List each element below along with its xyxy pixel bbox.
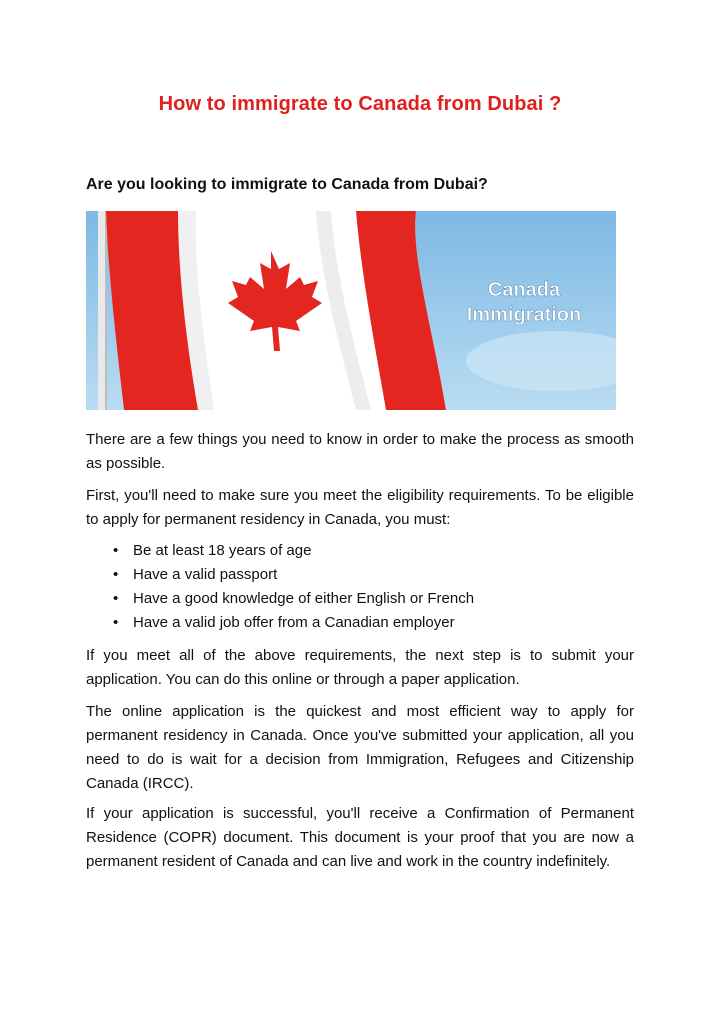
section-heading: Are you looking to immigrate to Canada from Dubai? — [86, 176, 488, 193]
list-item-text: Have a good knowledge of either English or French — [133, 590, 475, 607]
list-item-text: Be at least 18 years of age — [133, 542, 312, 559]
image-overlay-immigration: Immigration — [466, 304, 582, 326]
page-title: How to immigrate to Canada from Dubai ? — [158, 93, 562, 115]
paragraph-copr: If your application is successful, you'll receive a Confirmation of Permanent Residence (COPR) document. This document is your proof that you are now a permanent resident of Canada and can live and work in the country indefinitely. — [86, 805, 634, 870]
paragraph-intro: There are a few things you need to know in order to make the process as smooth as possible. — [86, 431, 634, 472]
bullet-icon: • — [113, 566, 119, 583]
paragraph-online-application: The online application is the quickest and most efficient way to apply for permanent residency in Canada. Once you've submitted your application, all you need to do is wait for a decision from Immigration, Refugees and Citizenship Canada (IRCC). — [86, 703, 634, 792]
list-item — [86, 611, 634, 635]
canada-immigration-image — [86, 211, 616, 410]
list-item-text: Have a valid passport — [133, 566, 278, 583]
bullet-icon: • — [113, 614, 119, 631]
list-item — [86, 539, 634, 563]
canada-flag — [106, 211, 446, 410]
bullet-icon: • — [113, 590, 119, 607]
image-overlay-canada: Canada — [487, 279, 561, 301]
paragraph-eligibility: First, you'll need to make sure you meet the eligibility requirements. To be eligible to apply for permanent residency in Canada, you must: — [86, 487, 634, 528]
bullet-icon: • — [113, 542, 119, 559]
requirements-list — [86, 539, 634, 635]
list-item-text: Have a valid job offer from a Canadian employer — [133, 614, 455, 631]
list-item — [86, 587, 634, 611]
paragraph-submit: If you meet all of the above requirements, the next step is to submit your application. You can do this online or through a paper application. — [86, 647, 634, 688]
list-item — [86, 563, 634, 587]
